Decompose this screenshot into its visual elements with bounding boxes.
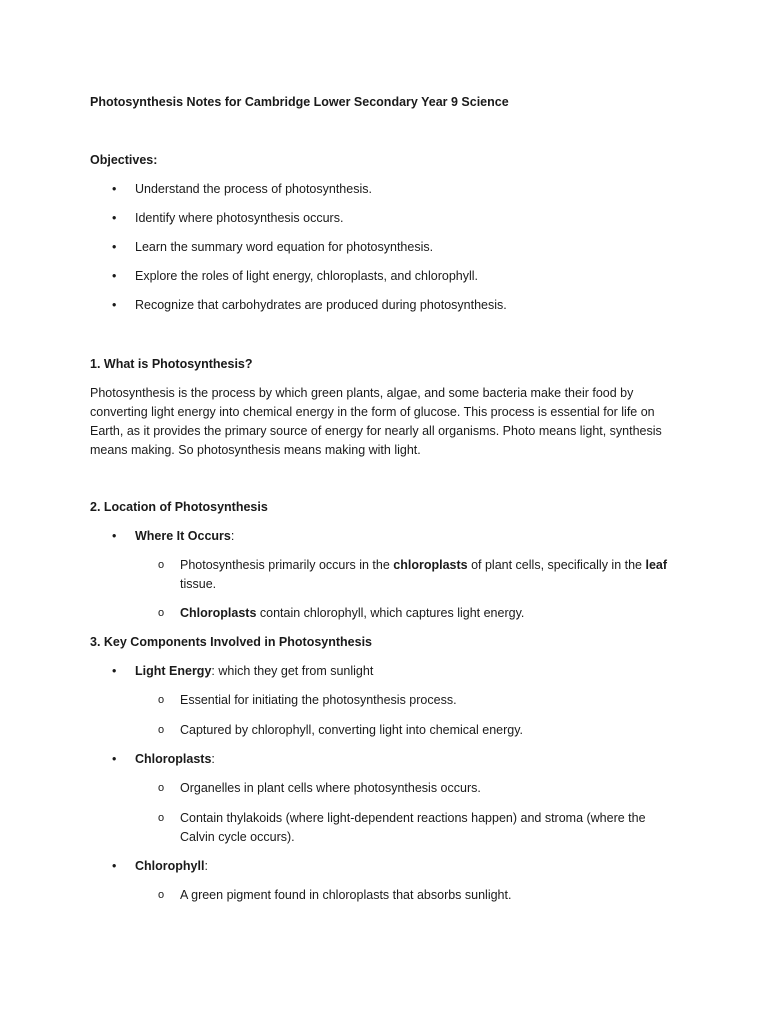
chlorophyll-suffix: : bbox=[204, 859, 208, 873]
sub-marker: o bbox=[158, 889, 165, 901]
bullet-marker: • bbox=[112, 859, 117, 873]
where-it-occurs-suffix: : bbox=[230, 529, 235, 543]
objective-text: Explore the roles of light energy, chloroplasts, and chlorophyll. bbox=[135, 269, 479, 283]
light-energy-label: Light Energy bbox=[135, 664, 212, 678]
text-run: contain chlorophyll, which captures light energy. bbox=[256, 606, 525, 620]
sub-marker: o bbox=[158, 607, 165, 619]
bullet-marker: • bbox=[112, 752, 117, 766]
chlorophyll-label: Chlorophyll bbox=[135, 859, 205, 873]
leaf-term: leaf bbox=[645, 558, 668, 572]
sub-marker: o bbox=[158, 694, 165, 706]
bullet-marker: • bbox=[112, 664, 117, 678]
light-energy-text bbox=[135, 662, 675, 681]
light-energy-suffix: : which they get from sunlight bbox=[211, 664, 374, 678]
text-run: Photosynthesis primarily occurs in the bbox=[180, 558, 394, 572]
chloroplasts-sub-text: Contain thylakoids (where light-dependent reactions happen) and stroma (where the Calvin cycle occurs). bbox=[180, 811, 646, 844]
objective-text: Learn the summary word equation for photosynthesis. bbox=[135, 240, 434, 254]
objective-text: Understand the process of photosynthesis. bbox=[135, 182, 372, 196]
section-1-paragraph: Photosynthesis is the process by which green plants, algae, and some bacteria make their food by converting light energy into chemical energy in the form of glucose. This process is essential for life on Earth, as it provides the primary source of energy for nearly all organisms. Photo means light, synthesis means making. So photosynthesis means making with light. bbox=[90, 386, 662, 457]
sub-marker: o bbox=[158, 812, 165, 824]
light-energy-sub-text: Essential for initiating the photosynthesis process. bbox=[180, 693, 457, 707]
objectives-heading: Objectives: bbox=[90, 153, 158, 167]
bullet-marker: • bbox=[112, 269, 117, 283]
bullet-marker: • bbox=[112, 529, 117, 543]
where-it-occurs-text bbox=[135, 527, 675, 546]
bullet-marker: • bbox=[112, 211, 117, 225]
bullet-marker: • bbox=[112, 240, 117, 254]
sub-marker: o bbox=[158, 724, 165, 736]
text-run: tissue. bbox=[180, 577, 217, 591]
section-1-heading: 1. What is Photosynthesis? bbox=[90, 357, 253, 371]
chloroplasts-sub-text: Organelles in plant cells where photosynthesis occurs. bbox=[180, 781, 481, 795]
objective-text: Identify where photosynthesis occurs. bbox=[135, 211, 344, 225]
chlorophyll-text bbox=[135, 857, 675, 876]
location-sub-text bbox=[180, 556, 670, 594]
document-title: Photosynthesis Notes for Cambridge Lower Secondary Year 9 Science bbox=[90, 95, 509, 109]
text-run: of plant cells, specifically in the bbox=[467, 558, 646, 572]
section-2-heading: 2. Location of Photosynthesis bbox=[90, 500, 268, 514]
light-energy-sub-text: Captured by chlorophyll, converting light into chemical energy. bbox=[180, 723, 524, 737]
sub-marker: o bbox=[158, 782, 165, 794]
where-it-occurs-label: Where It Occurs bbox=[135, 529, 231, 543]
sub-marker: o bbox=[158, 559, 165, 571]
section-3-heading: 3. Key Components Involved in Photosynthesis bbox=[90, 635, 372, 649]
chloroplasts-suffix: : bbox=[211, 752, 215, 766]
chloroplasts-label: Chloroplasts bbox=[135, 752, 212, 766]
chloroplasts-term: chloroplasts bbox=[393, 558, 468, 572]
bullet-marker: • bbox=[112, 182, 117, 196]
bullet-marker: • bbox=[112, 298, 117, 312]
objective-text: Recognize that carbohydrates are produced during photosynthesis. bbox=[135, 298, 507, 312]
chlorophyll-sub-text: A green pigment found in chloroplasts that absorbs sunlight. bbox=[180, 888, 512, 902]
location-sub-text bbox=[180, 604, 670, 623]
chloroplasts-text bbox=[135, 750, 675, 769]
chloroplasts-term: Chloroplasts bbox=[180, 606, 257, 620]
